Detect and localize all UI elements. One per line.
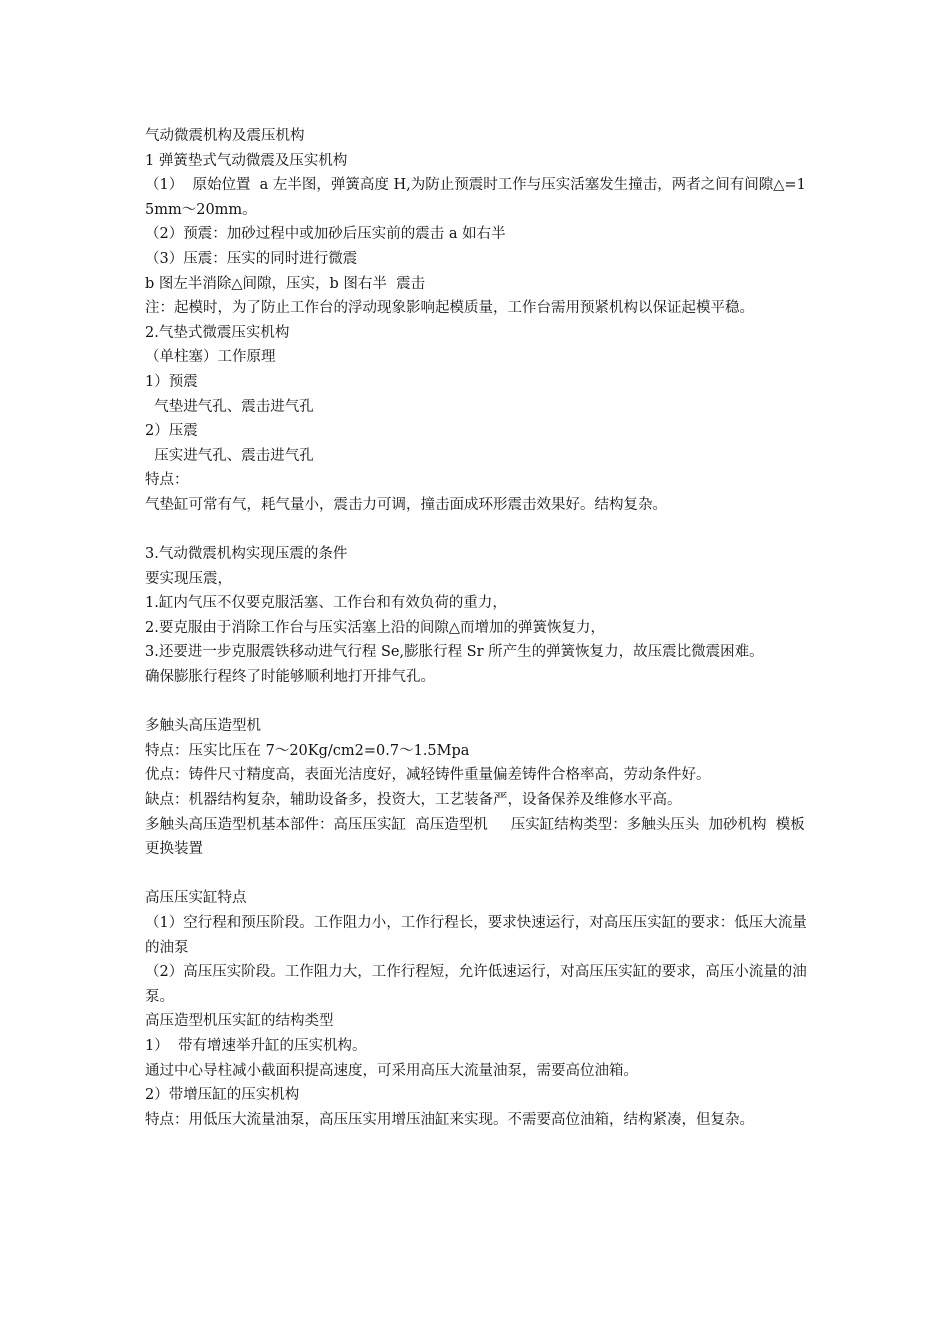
blank-line (145, 518, 810, 543)
blank-line (145, 690, 810, 715)
text-line: 1 弹簧垫式气动微震及压实机构 (145, 152, 348, 169)
document-page (145, 124, 810, 1132)
text-line: 特点： (145, 472, 189, 489)
text-line: 气垫进气孔、震击进气孔 (145, 398, 314, 415)
text-line: 特点：压实比压在 7～20Kg/cm2=0.7～1.5Mpa (145, 742, 470, 759)
text-line: 2.气垫式微震压实机构 (145, 324, 290, 341)
text-line: 确保膨胀行程终了时能够顺利地打开排气孔。 (145, 669, 435, 686)
text-line: 2.要克服由于消除工作台与压实活塞上沿的间隙△而增加的弹簧恢复力， (145, 619, 605, 636)
text-line: 1）预震 (145, 373, 198, 390)
text-line: 3.还要进一步克服震铁移动进气行程 Se,膨胀行程 Sr 所产生的弹簧恢复力，故压震比微震困难。 (145, 644, 764, 661)
text-line: （2）高压压实阶段。工作阻力大，工作行程短，允许低速运行，对高压压实缸的要求，高压小流量的油泵。 (145, 964, 807, 1005)
text-line: 2）压震 (145, 423, 198, 440)
text-line: （单柱塞）工作原理 (145, 349, 276, 366)
text-line: 压实进气孔、震击进气孔 (145, 447, 314, 464)
text-line: 优点：铸件尺寸精度高，表面光洁度好，减轻铸件重量偏差铸件合格率高，劳动条件好。 (145, 767, 711, 784)
text-line: （3）压震：压实的同时进行微震 (145, 250, 358, 267)
text-line: 2）带增压缸的压实机构 (145, 1087, 300, 1104)
text-line: 通过中心导柱减小截面积提高速度，可采用高压大流量油泵，需要高位油箱。 (145, 1062, 638, 1079)
text-line: （1）空行程和预压阶段。工作阻力小，工作行程长，要求快速运行，对高压压实缸的要求：低压大流量的油泵 (145, 915, 807, 956)
text-line: 要实现压震， (145, 570, 232, 587)
text-line: 1.缸内气压不仅要克服活塞、工作台和有效负荷的重力， (145, 595, 507, 612)
text-line: （2）预震：加砂过程中或加砂后压实前的震击 a 如右半 (145, 226, 506, 243)
text-line: b 图左半消除△间隙，压实，b 图右半 震击 (145, 275, 426, 292)
text-line: 气动微震机构及震压机构 (145, 128, 305, 144)
text-line: 高压造型机压实缸的结构类型 (145, 1013, 334, 1030)
text-line: 缺点：机器结构复杂，辅助设备多，投资大，工艺装备严，设备保养及维修水平高。 (145, 792, 682, 809)
text-line: （1） 原始位置 a 左半图，弹簧高度 H,为防止预震时工作与压实活塞发生撞击，两者之间有间隙△=15mm～20mm。 (145, 177, 806, 218)
text-line: 3.气动微震机构实现压震的条件 (145, 546, 348, 563)
text-line: 气垫缸可常有气，耗气量小，震击力可调，撞击面成环形震击效果好。结构复杂。 (145, 496, 667, 513)
text-line: 特点：用低压大流量油泵，高压压实用增压油缸来实现。不需要高位油箱，结构紧凑，但复杂。 (145, 1111, 754, 1128)
blank-line (145, 862, 810, 887)
text-line: 1） 带有增速举升缸的压实机构。 (145, 1037, 367, 1054)
text-line: 高压压实缸特点 (145, 890, 247, 907)
text-line: 多触头高压造型机基本部件：高压压实缸 高压造型机 压实缸结构类型：多触头压头 加砂机构 模板更换装置 (145, 816, 805, 858)
text-line: 多触头高压造型机 (145, 718, 261, 735)
text-line: 注：起模时，为了防止工作台的浮动现象影响起模质量，工作台需用预紧机构以保证起模平稳。 (145, 300, 754, 317)
